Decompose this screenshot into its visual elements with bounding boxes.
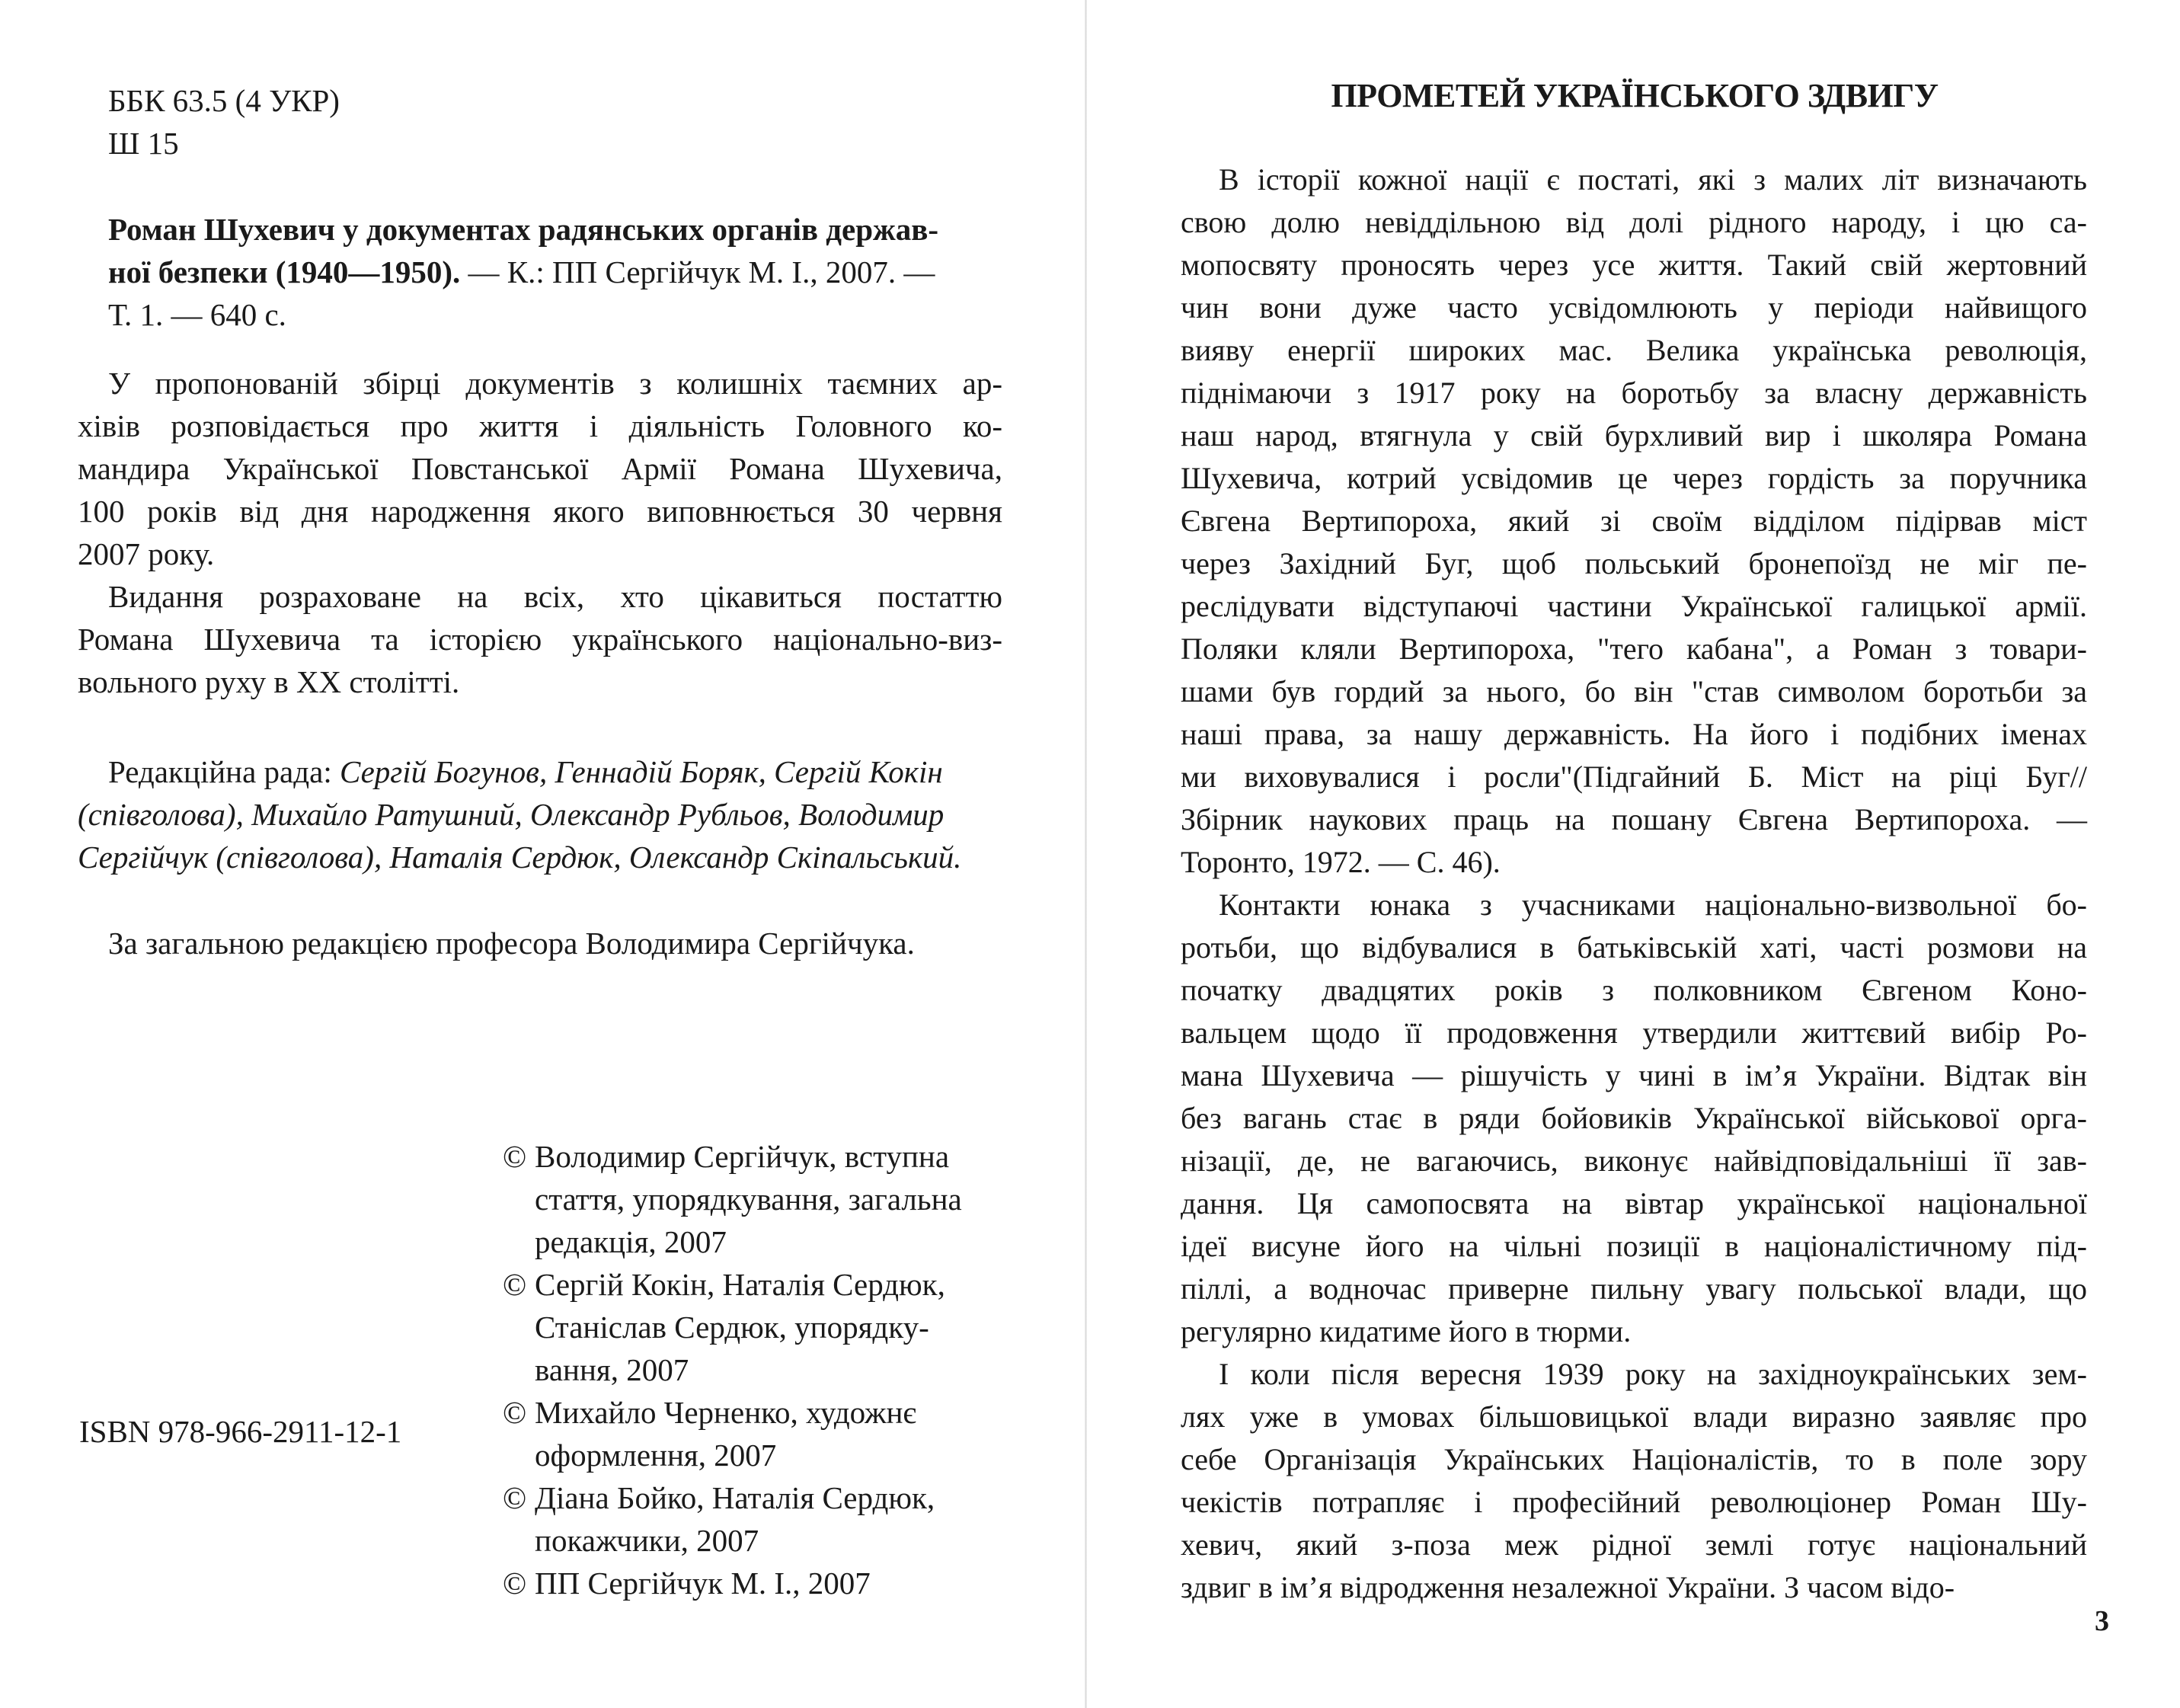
- chapter-heading: ПРОМЕТЕЙ УКРАЇНСЬКОГО ЗДВИГУ: [1331, 77, 1939, 114]
- paragraph-line: Поляки кляли Вертипороха, "тего кабана", а Роман з товари-: [1181, 632, 2087, 666]
- copyright-symbol: ©: [503, 1566, 527, 1601]
- bibliographic-title: [108, 208, 1002, 336]
- general-editor: За загальною редакцією професора Володимира Сергійчука.: [108, 926, 915, 961]
- annotation-line: вольного руху в ХХ столітті.: [78, 664, 460, 699]
- paragraph-line: піллі, а водночас приверне пильну увагу польської влади, що: [1181, 1271, 2087, 1306]
- copyright-item: © Володимир Сергійчук, вступна стаття, упорядкування, загальна редакція, 2007: [503, 1135, 962, 1263]
- paragraph-line: ідеї висуне його на чільні позиції в націоналістичному під-: [1181, 1229, 2087, 1263]
- paragraph-line: лях уже в умовах більшовицької влади виразно заявляє про: [1181, 1399, 2087, 1434]
- editorial-line: (співголова), Михайло Ратушний, Олександр Рубльов, Володимир: [78, 797, 945, 832]
- copyright-symbol: ©: [503, 1480, 527, 1515]
- page-number: 3: [2095, 1605, 2109, 1637]
- editorial-line: Редакційна рада: Сергій Богунов, Геннадій Боряк, Сергій Кокін: [108, 754, 943, 789]
- paragraph-line: себе Організація Українських Націоналістів, то в поле зору: [1181, 1442, 2087, 1476]
- copyright-list: [503, 1135, 962, 1604]
- copyright-item: © Сергій Кокін, Наталія Сердюк, Станіслав Сердюк, упорядку- вання, 2007: [503, 1263, 962, 1391]
- copyright-item: © Діана Бойко, Наталія Сердюк, покажчики, 2007: [503, 1476, 962, 1562]
- paragraph-line: мопосвяту проносять через усе життя. Такий свій жертовний: [1181, 248, 2087, 282]
- paragraph-line: Євгена Вертипороха, який зі своїм відділом підірвав міст: [1181, 504, 2087, 538]
- paragraph-line: В історії кожної нації є постаті, які з малих літ визначають: [1219, 162, 2087, 197]
- annotation-line: Романа Шухевича та історією українського національно-виз-: [78, 622, 1002, 657]
- paragraph-line: шами був гордий за нього, бо він "став символом боротьби за: [1181, 674, 2087, 708]
- paragraph-line: вальцем щодо її продовження утвердили життєвий вибір Ро-: [1181, 1016, 2087, 1050]
- paragraph-line: Торонто, 1972. — С. 46).: [1181, 845, 1501, 879]
- annotation-line: 2007 року.: [78, 536, 215, 571]
- paragraph-line: наші права, за нашу державність. На його і подібних іменах: [1181, 717, 2087, 751]
- paragraph-line: чин вони дуже часто усвідомлюють у періоди найвищого: [1181, 290, 2087, 325]
- title-line: Т. 1. — 640 с.: [108, 297, 286, 332]
- annotation-line: хівів розповідається про життя і діяльність Головного ко-: [78, 408, 1002, 443]
- copyright-item: © Михайло Черненко, художнє оформлення, 2007: [503, 1391, 962, 1476]
- annotation-line: У пропонованій збірці документів з колишніх таємних ар-: [108, 366, 1002, 401]
- copyright-symbol: ©: [503, 1139, 527, 1174]
- paragraph-line: І коли після вересня 1939 року на західноукраїнських зем-: [1219, 1357, 2087, 1391]
- paragraph-line: свою долю невіддільною від долі рідного народу, і цю са-: [1181, 205, 2087, 239]
- paragraph-line: дання. Ця самопосвята на вівтар української національної: [1181, 1186, 2087, 1220]
- editorial-line: Сергійчук (співголова), Наталія Сердюк, Олександр Скіпальський.: [78, 840, 962, 875]
- paragraph-line: початку двадцятих років з полковником Євгеном Коно-: [1181, 973, 2087, 1007]
- right-page: [1089, 0, 2180, 1708]
- paragraph-line: піднімаючи з 1917 року на боротьбу за власну державність: [1181, 376, 2087, 410]
- copyright-item: © ПП Сергійчук М. І., 2007: [503, 1562, 962, 1604]
- shelf-code: Ш 15: [108, 126, 179, 161]
- annotation-line: Видання розраховане на всіх, хто цікавиться постаттю: [108, 579, 1002, 614]
- paragraph-line: наш народ, втягнула у свій бурхливий вир і школяра Романа: [1181, 418, 2087, 453]
- body-text: [1181, 158, 2087, 1609]
- paragraph-line: нізації, де, не вагаючись, виконує найвідповідальніші її зав-: [1181, 1143, 2087, 1178]
- paragraph-line: реслідувати відступаючі частини Української галицької армії.: [1181, 589, 2087, 623]
- paragraph-line: мана Шухевича — рішучість у чині в ім’я України. Відтак він: [1181, 1058, 2087, 1092]
- paragraph-line: через Західний Буг, щоб польський бронепоїзд не міг пе-: [1181, 546, 2087, 581]
- title-line: ної безпеки (1940—1950). — К.: ПП Сергійчук М. І., 2007. —: [108, 254, 935, 289]
- title-line: Роман Шухевич у документах радянських органів держав-: [108, 212, 939, 247]
- catalog-codes: [108, 79, 340, 165]
- paragraph-line: здвиг в ім’я відродження незалежної України. З часом відо-: [1181, 1570, 1955, 1604]
- paragraph-line: хевич, який з-поза меж рідної землі готує національний: [1181, 1527, 2087, 1562]
- copyright-symbol: ©: [503, 1395, 527, 1430]
- left-page: [0, 0, 1089, 1708]
- paragraph-line: Контакти юнака з учасниками національно-визвольної бо-: [1219, 888, 2087, 922]
- paragraph-line: ротьби, що відбувалися в батьківській хаті, часті розмови на: [1181, 930, 2087, 964]
- paragraph-line: чекістів потрапляє і професійний революціонер Роман Шу-: [1181, 1485, 2087, 1519]
- editorial-board: [78, 750, 1002, 878]
- paragraph-line: регулярно кидатиме його в тюрми.: [1181, 1314, 1632, 1348]
- annotation-line: 100 років від дня народження якого виповнюється 30 червня: [78, 494, 1002, 529]
- copyright-symbol: ©: [503, 1267, 527, 1302]
- paragraph-line: Шухевича, котрий усвідомив це через гордість за поручника: [1181, 461, 2087, 495]
- paragraph-line: Збірник наукових праць на пошану Євгена Вертипороха. —: [1181, 802, 2087, 836]
- annotation: [78, 362, 1002, 703]
- paragraph-line: ми виховувалися і росли"(Підгайний Б. Міст на ріці Буг//: [1181, 760, 2087, 794]
- paragraph-line: без вагань стає в ряди бойовиків Української військової орга-: [1181, 1101, 2087, 1135]
- isbn: ISBN 978-966-2911-12-1: [79, 1414, 402, 1449]
- paragraph-line: вияву енергії широких мас. Велика українська революція,: [1181, 333, 2087, 367]
- bbk-code: ББК 63.5 (4 УКР): [108, 83, 340, 118]
- annotation-line: мандира Української Повстанської Армії Романа Шухевича,: [78, 451, 1002, 486]
